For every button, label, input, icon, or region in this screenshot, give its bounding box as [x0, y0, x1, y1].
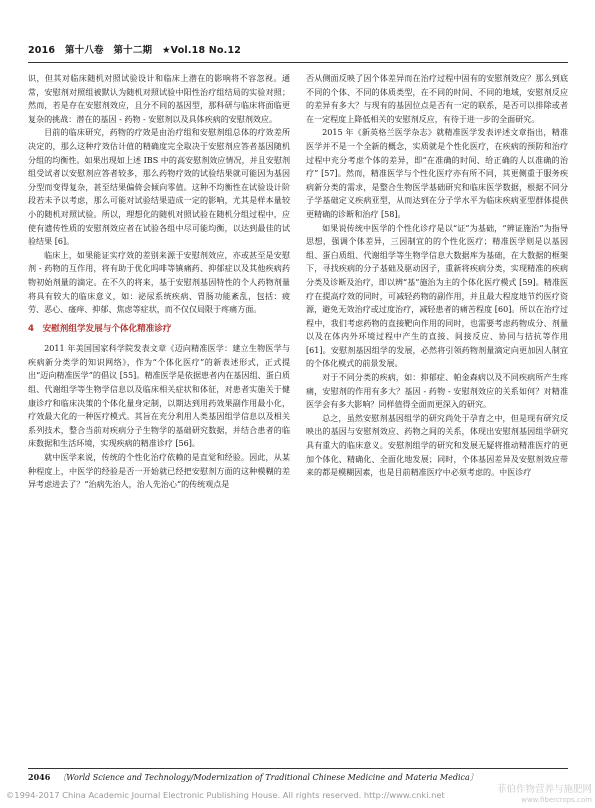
site-watermark [470, 784, 592, 806]
section-heading: 4 安慰剂组学发展与个体化精准诊疗 [28, 323, 172, 334]
paragraph: 对于不同分类的疾病，如：抑郁症、帕金森病以及不同疾病所产生疼痛，安慰剂的作用有多大？基因 - 药物 - 安慰剂效应的关系如何？对精准医学会有多大影响？同样值得全面而更深入的研究。 [306, 373, 568, 410]
right-column [306, 72, 568, 764]
paragraph: 目前的临床研究，药物的疗效是由治疗组和安慰剂组总体的疗效差所决定的，那么这种疗效估计值的精确度完全取决于安慰剂应答者基因随机分组的均衡性。如果出现如上述 IBS 中的高安慰剂效应情况，并且安慰剂组受试者以安慰剂应答者较多，那么药物疗效的试验结果就可能因为基因分型而变得复杂，甚至结果偏倚会倾向零值。这种不均衡性在试验设计阶段若未予以考虑，那么可能对试验结果造成一定的影响，尤其是样本量较小的随机对照试验。所以，理想化的随机对照试验在随机分组过程中，应使有遗传性质的安慰剂效应者在试验各组中尽可能均衡，以达到最佳的试验结果 [6]。 [28, 128, 290, 247]
paragraph: 临床上，如果能证实疗效的差别来源于安慰剂效应，亦或甚至是安慰剂 - 药物的互作用，将有助于优化吗啡等镇痛药、抑郁症以及其他疾病药物初始剂量的滴定。在不久的将来，基于安慰剂基因特性的个人药物剂量将具有较大的临床意义，如：泌尿系统疾病、胃肠功能紊乱，包括：疲劳、恶心、瘙痒、抑郁、焦虑等症状，而不仅仅局限于疼痛方面。 [28, 250, 290, 315]
watermark-title: 菲伯作物营养与施肥网 [496, 784, 592, 795]
footer-rule [28, 768, 568, 769]
paragraph: 2011 年美国国家科学院发表文章《迈向精准医学：建立生物医学与疾病新分类学的知识网络》，作为“个体化医疗”的新表述形式，正式提出“迈向精准医学”的倡议 [55]。精准医学是依据患者内在基因组、蛋白质组、代谢组学等生物学信息以及临床相关症状和体征，对患者实施关于健康诊疗和临床决策的个体化量身定制，以期达到用药效果副作用最小化，疗效最大化的一种医疗模式。其旨在充分利用人类基因组学信息以及相关系列技术，整合当前对疾病分子生物学的基础研究数据，并结合患者的临床数据和生活环境，实现疾病的精准诊疗 [56]。 [28, 344, 290, 449]
header-rule [28, 62, 568, 63]
running-footer [28, 772, 568, 783]
left-column [28, 72, 290, 764]
paragraph: 否从侧面反映了因个体差异而在治疗过程中固有的安慰剂效应？那么到底不同的个体、不同的体质类型，在不同的时间、不同的地域，安慰剂反应的差异有多大？与现有的基因位点是否有一定的联系，是否可以排除或者在一定程度上降低相关的安慰剂反应，有待于进一步的全面研究。 [306, 74, 568, 124]
running-header: 2016 第十八卷 第十二期 ★Vol.18 No.12 [28, 45, 242, 56]
journal-name: 〔World Science and Technology/Modernization of Traditional Chinese Medicine and Materia Medica〕 [58, 773, 478, 782]
page-number: 2046 [28, 772, 51, 782]
paragraph: 总之，虽然安慰剂基因组学的研究尚处于孕育之中，但是现有研究反映出的基因与安慰剂效应、药物之间的关系，体现出安慰剂基因组学研究具有重大的临床意义。安慰剂组学的研究和发展无疑将推动精准医疗的更加个体化、精确化、全面化地发展；同时，个体基因差异及安慰剂效应带来的都是模糊因素，也是目前精准医疗中必须考虑的。中医诊疗 [306, 413, 568, 478]
paragraph: 2015 年《新英格兰医学杂志》就精准医学发表评述文章指出，精准医学并不是一个全新的概念，实质就是个性化医疗，在疾病的预防和治疗过程中充分考虑个体的差异，即“在准确的时间、给正确的人以准确的治疗” [57]。然而，精准医学与个性化医疗亦有所不同，其更侧重于服务疾病新分类的需求，是整合生物医学基础研究和临床医学数据，根据不同分子学基础定义疾病亚型，从而达到在分子学水平为临床疾病亚型群体提供更精确的诊断和治疗 [58]。 [306, 128, 568, 219]
watermark-url: www.fibercrops.com [521, 796, 592, 804]
paragraph: 识，但其对临床随机对照试验设计和临床上潜在的影响将不容忽视。通常，安慰剂对照组被默认为随机对照试验中阳性治疗组结局的实验对照；然而，若是存在安慰剂效应，且分不同的基因型，那科研与临床将面临更复杂的挑战：潜在的基因 - 药物 - 安慰剂以及具体疾病的安慰剂效应。 [28, 74, 290, 124]
copyright-notice: ©1994-2017 China Academic Journal Electronic Publishing House. All rights reserved. http://www.cnki.net [6, 790, 445, 800]
paragraph: 就中医学来说，传统的个性化治疗依赖的是直觉和经验。因此，从某种程度上，中医学的经验是否一开始就已经把安慰剂方面的这种模糊的差异考虑进去了？“治病先治人，治人先治心”的传统观点是 [28, 453, 290, 490]
paragraph: 如果说传统中医学的个性化诊疗是以“证”为基础，“辨证施治”为指导思想，强调个体差异，三因制宜的的个性化医疗；精准医学则是以基因组、蛋白质组、代谢组学等生物学信息大数据库为基础，在大数据的框架下，寻找疾病的分子基础及驱动因子，重新将疾病分类，实现精准的疾病分类及诊断及治疗，即以辨“基”施治为主的个体化医疗模式 [59]。精准医疗在提高疗效的同时，可减轻药物的副作用，并且最大程度地节约医疗资源，避免无效治疗或过度治疗，减轻患者的痛苦程度 [60]。所以在治疗过程中，我们考虑药物的直接靶向作用的同时，也需要考虑药物成分、剂量以及在体内外环境过程中产生的直接、间接反应、协同与拮抗等作用 [61]。安慰剂基因组学的发展，必然将引领药物剂量滴定向更加因人制宜的个体化模式的前景发展。 [306, 223, 568, 369]
